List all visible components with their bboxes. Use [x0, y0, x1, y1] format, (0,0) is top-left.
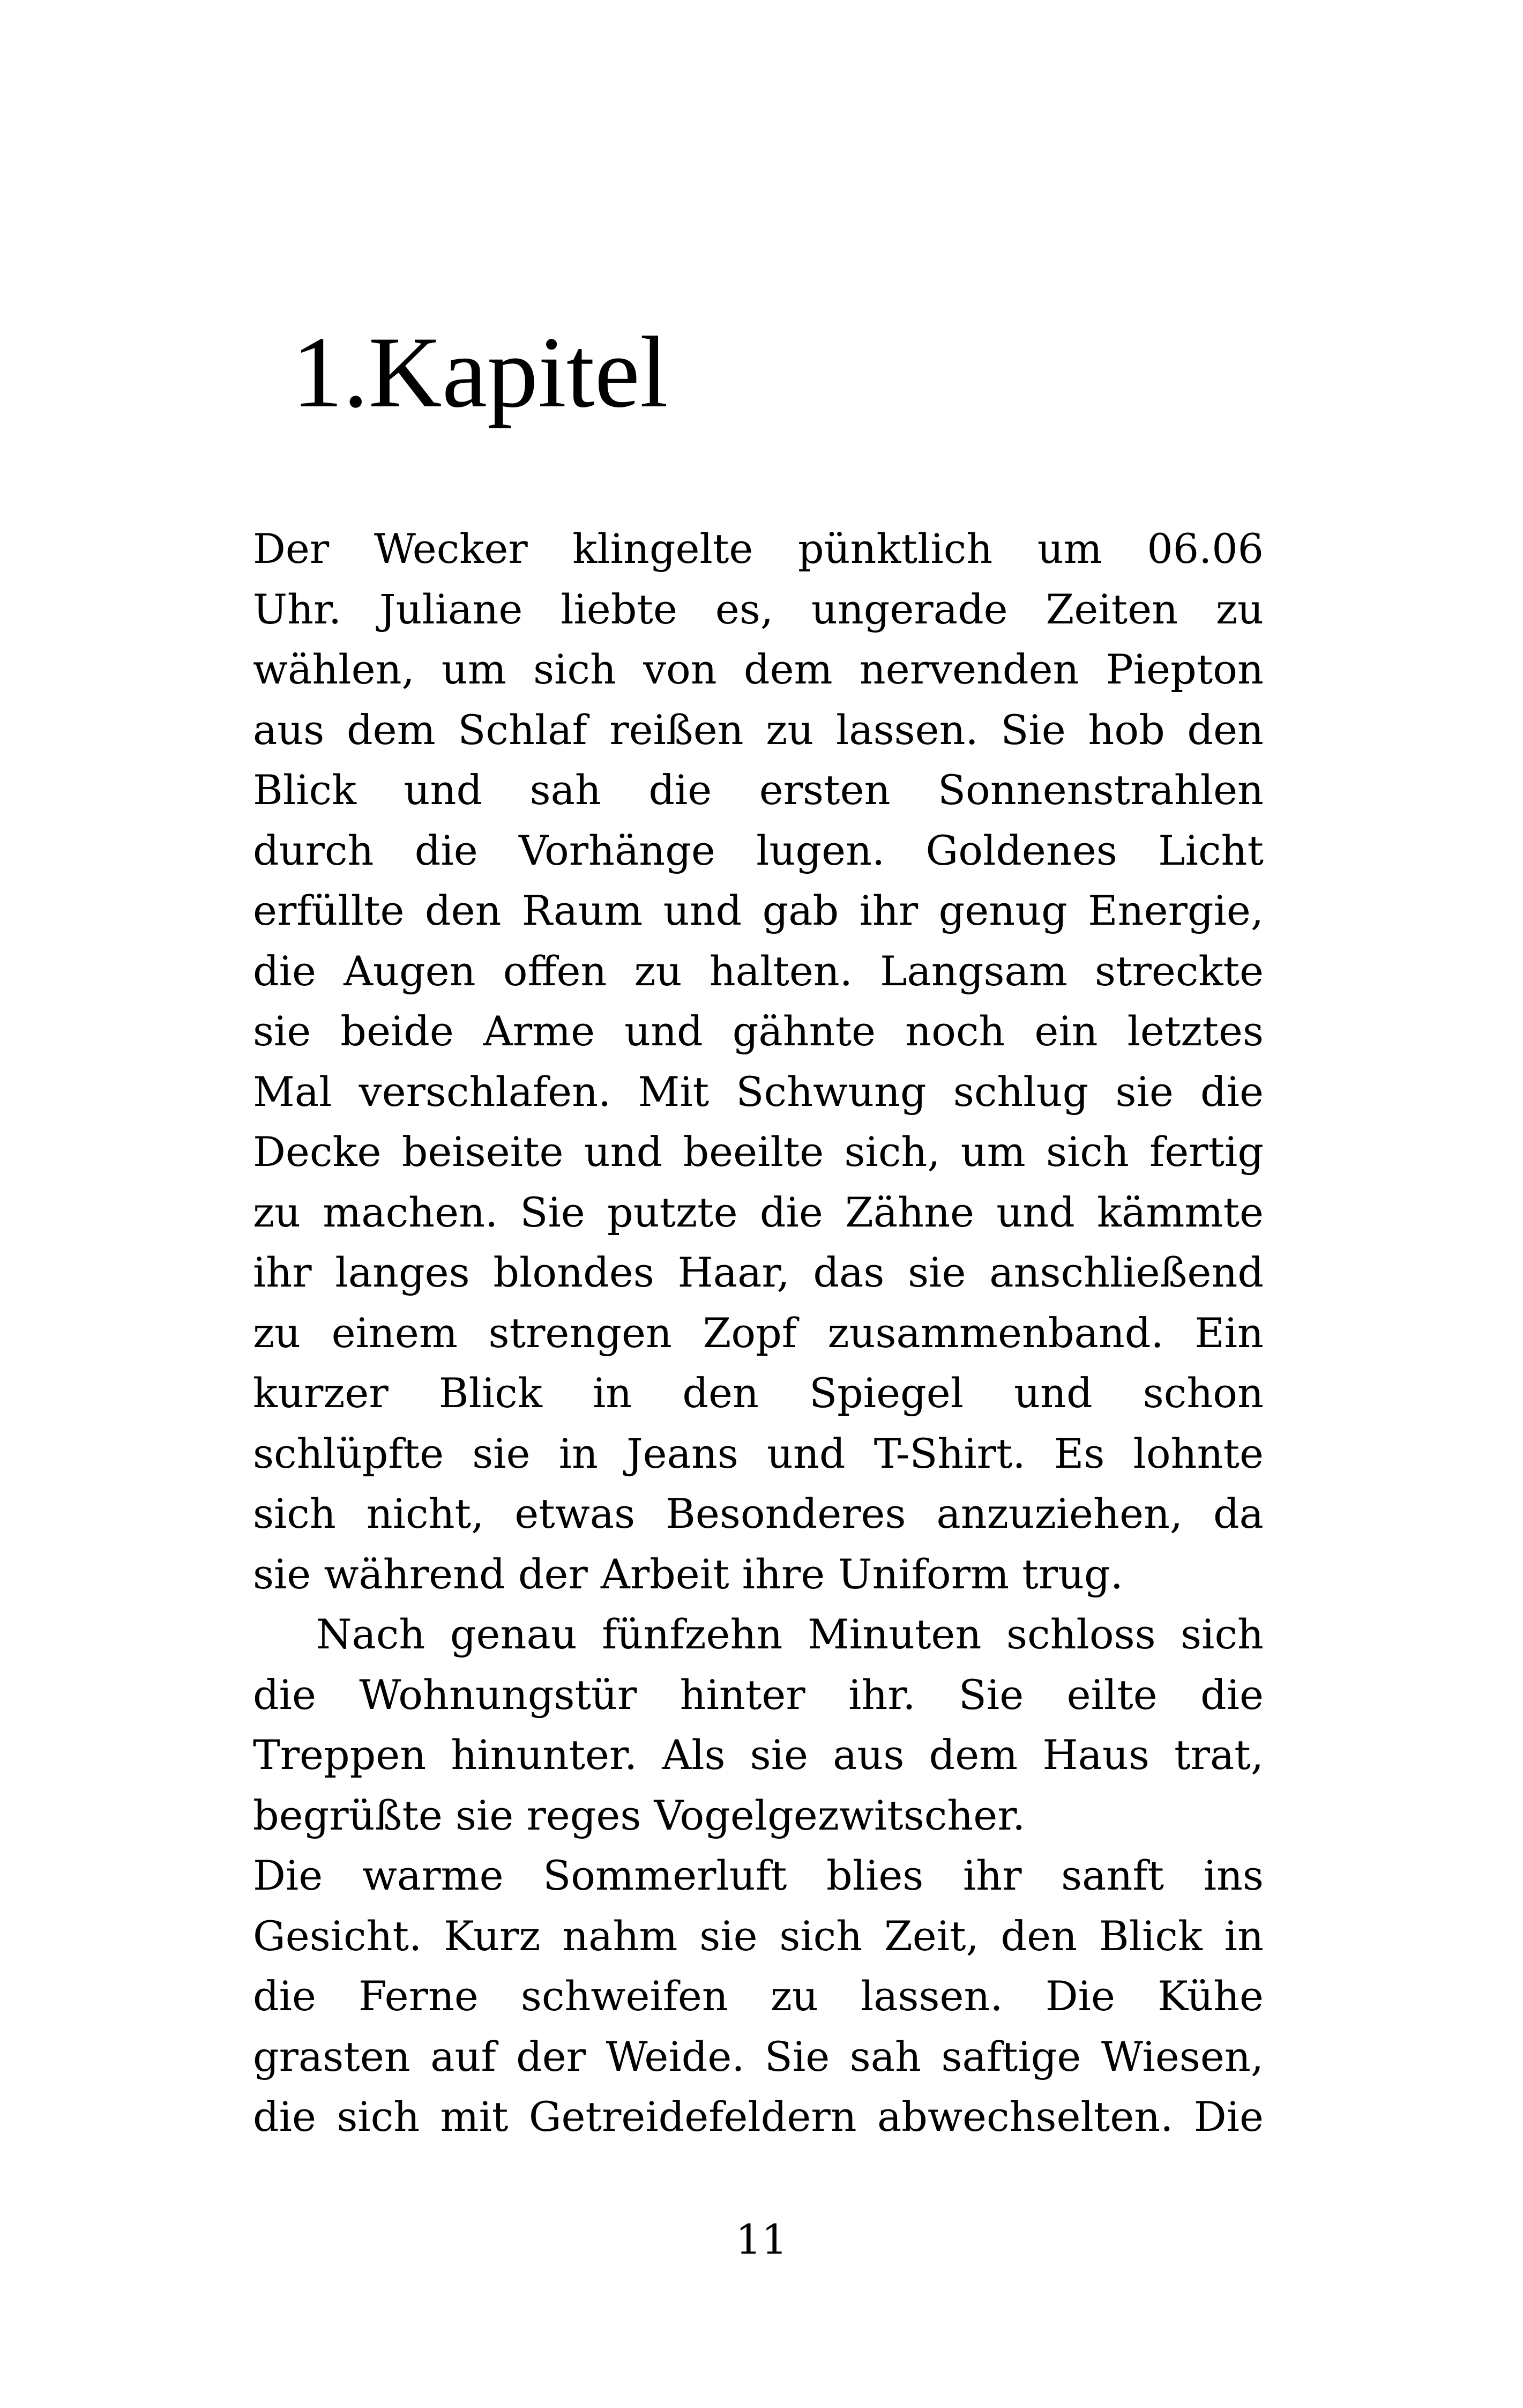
text-line: erfüllte den Raum und gab ihr genug Energie,	[253, 887, 1264, 934]
text-line: die Augen offen zu halten. Langsam streckte	[253, 947, 1264, 995]
text-line: Die warme Sommerluft blies ihr sanft ins	[253, 1852, 1264, 1899]
text-line: die sich mit Getreidefeldern abwechselten. Die	[253, 2093, 1264, 2141]
text-line: Treppen hinunter. Als sie aus dem Haus trat,	[253, 1731, 1264, 1779]
text-line: Nach genau fünfzehn Minuten schloss sich	[316, 1610, 1264, 1658]
text-line: zu einem strengen Zopf zusammenband. Ein	[253, 1309, 1264, 1357]
text-line: kurzer Blick in den Spiegel und schon	[253, 1369, 1264, 1417]
text-line: Decke beiseite und beeilte sich, um sich fertig	[253, 1128, 1264, 1176]
text-line: die Wohnungstür hinter ihr. Sie eilte die	[253, 1670, 1264, 1719]
text-line: Blick und sah die ersten Sonnenstrahlen	[253, 766, 1264, 814]
page-number: 11	[735, 2216, 788, 2263]
chapter-title: 1.Kapitel	[292, 316, 668, 429]
text-line: Uhr. Juliane liebte es, ungerade Zeiten zu	[253, 585, 1264, 633]
text-line: durch die Vorhänge lugen. Goldenes Licht	[253, 826, 1264, 874]
chapter-body	[253, 519, 1264, 2147]
text-line: Gesicht. Kurz nahm sie sich Zeit, den Blick in	[253, 1912, 1264, 1960]
text-line: wählen, um sich von dem nervenden Piepton	[253, 645, 1264, 693]
text-line: aus dem Schlaf reißen zu lassen. Sie hob den	[253, 705, 1264, 754]
text-line: sie beide Arme und gähnte noch ein letztes	[253, 1007, 1264, 1055]
text-line: grasten auf der Weide. Sie sah saftige Wiesen,	[253, 2032, 1264, 2080]
text-line: sich nicht, etwas Besonderes anzuziehen, da	[253, 1490, 1264, 1537]
text-line: die Ferne schweifen zu lassen. Die Kühe	[253, 1972, 1264, 2020]
text-line: ihr langes blondes Haar, das sie anschließend	[253, 1248, 1264, 1296]
text-line: Mal verschlafen. Mit Schwung schlug sie die	[253, 1067, 1264, 1116]
text-line: sie während der Arbeit ihre Uniform trug.	[253, 1550, 1123, 1598]
text-line: schlüpfte sie in Jeans und T-Shirt. Es lohnte	[253, 1429, 1264, 1477]
text-line: Der Wecker klingelte pünktlich um 06.06	[253, 525, 1264, 573]
text-line: begrüßte sie reges Vogelgezwitscher.	[253, 1791, 1026, 1839]
text-line: zu machen. Sie putzte die Zähne und kämmte	[253, 1188, 1264, 1236]
